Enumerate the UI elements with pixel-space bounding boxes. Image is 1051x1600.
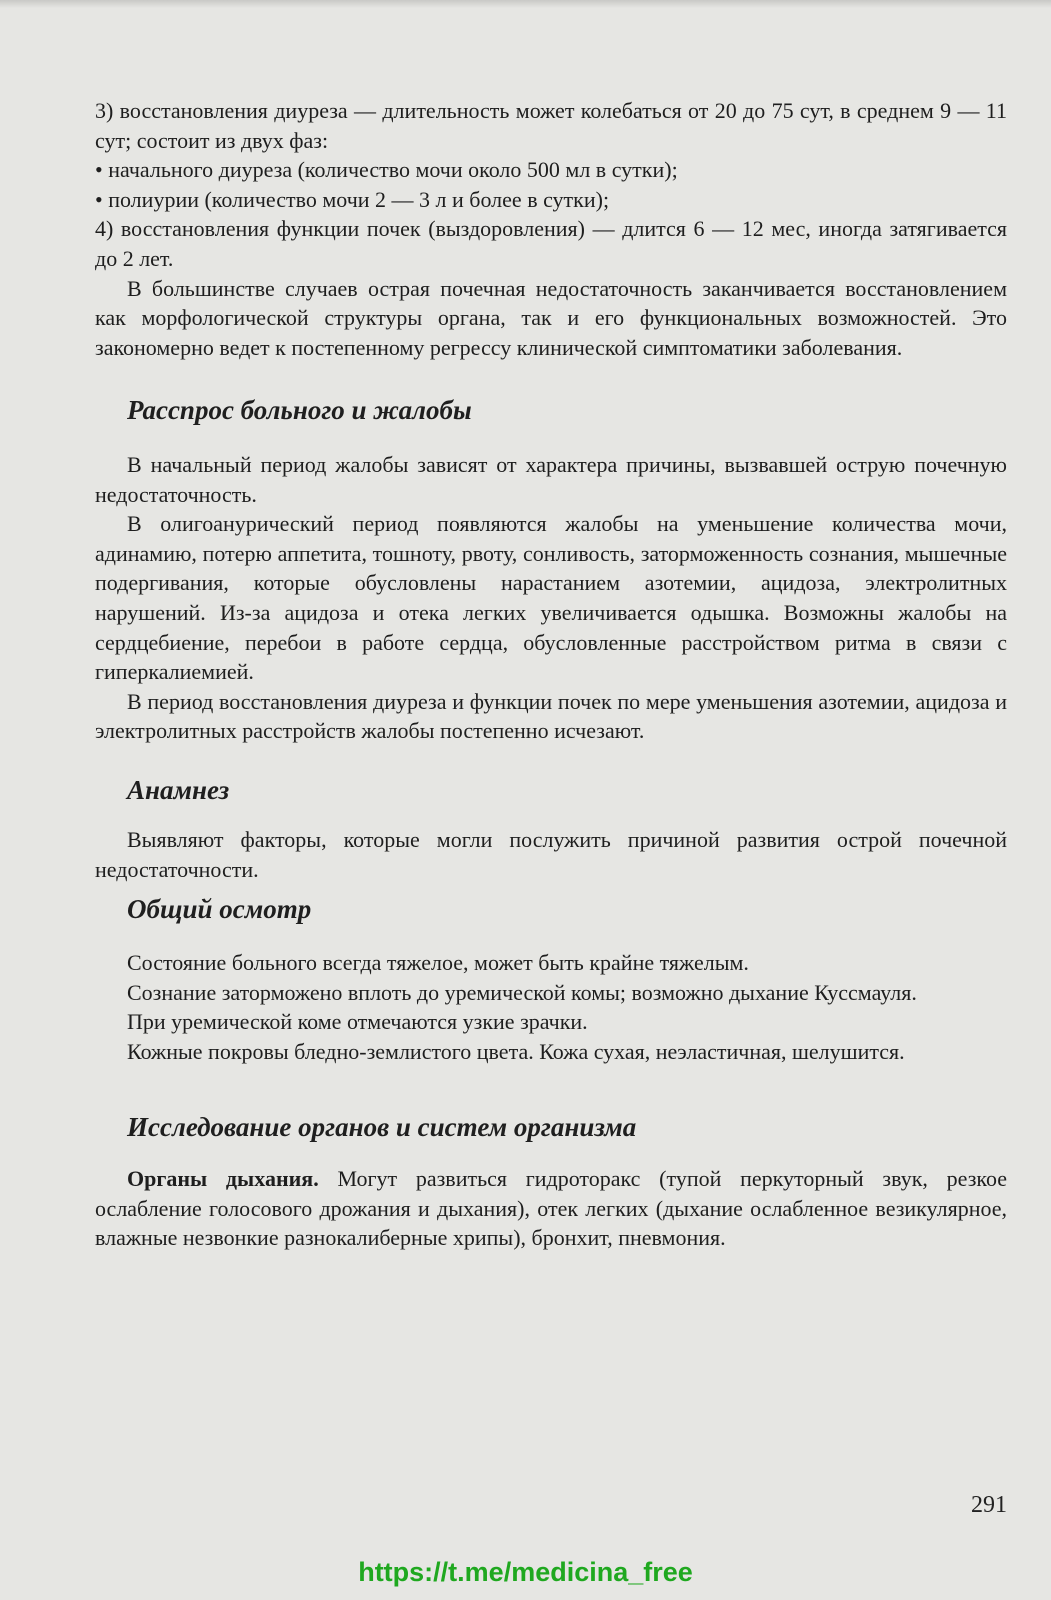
paragraph: Состояние больного всегда тяжелое, может быть крайне тяжелым.	[127, 950, 749, 976]
bullet-item: • начального диуреза (количество мочи около 500 мл в сутки);	[95, 157, 678, 183]
paragraph: В период восстановления диуреза и функции почек по мере уменьшения азотемии, ацидоза и электролитных расстройств жалобы постепенно исчезают.	[95, 688, 1007, 744]
paragraph: Кожные покровы бледно-землистого цвета. Кожа сухая, неэластичная, шелушится.	[127, 1039, 905, 1065]
page-body	[95, 96, 1007, 1253]
paragraph: Сознание заторможено вплоть до уремической комы; возможно дыхание Куссмауля.	[127, 979, 917, 1005]
paragraph: 4) восстановления функции почек (выздоровления) — длится 6 — 12 мес, иногда затягивается до 2 лет.	[95, 216, 1007, 271]
section-heading-complaints: Расспрос больного и жалобы	[127, 395, 472, 426]
paragraph: В начальный период жалобы зависят от характера причины, вызвавшей острую почечную недостаточность.	[95, 451, 1007, 507]
runin-heading-respiratory: Органы дыхания.	[127, 1166, 319, 1192]
paragraph-text: Могут развиться гидроторакс (тупой перкуторный звук, резкое ослабление голосового дрожания и дыхания), отек легких (дыхание ослабленное везикулярное, влажные незвонкие разнокалиберные хрипы), бронхит, пневмония.	[95, 1166, 1007, 1251]
paragraph: Выявляют факторы, которые могли послужить причиной развития острой почечной недостаточности.	[95, 827, 1007, 883]
page-top-edge	[0, 0, 1051, 8]
page-number: 291	[971, 1492, 1007, 1518]
paragraph: В большинстве случаев острая почечная недостаточность заканчивается восстановлением как морфологической структуры органа, так и его функциональных возможностей. Это закономерно ведет к постепенному регрессу клинической симптоматики заболевания.	[95, 275, 1007, 360]
watermark-link[interactable]: https://t.me/medicina_free	[358, 1557, 693, 1587]
paragraph	[95, 1164, 1007, 1253]
bullet-item: • полиурии (количество мочи 2 — 3 л и более в сутки);	[95, 186, 610, 212]
paragraph: 3) восстановления диуреза — длительность может колебаться от 20 до 75 сут, в среднем 9 — 11 сут; состоит из двух фаз:	[95, 98, 1007, 153]
section-heading-anamnesis: Анамнез	[127, 774, 230, 805]
section-heading-general-exam: Общий осмотр	[127, 893, 312, 924]
paragraph: При уремической коме отмечаются узкие зрачки.	[127, 1009, 588, 1035]
section-heading-organ-systems: Исследование органов и систем организма	[127, 1111, 637, 1142]
paragraph: В олигоанурический период появляются жалобы на уменьшение количества мочи, адинамию, потерю аппетита, тошноту, рвоту, сонливость, заторможенность сознания, мышечные подергивания, которые обусловлены нарастанием азотемии, ацидоза, электролитных нарушений. Из-за ацидоза и отека легких увеличивается одышка. Возможны жалобы на сердцебиение, перебои в работе сердца, обусловленные расстройством ритма в связи с гиперкалиемией.	[95, 511, 1007, 685]
